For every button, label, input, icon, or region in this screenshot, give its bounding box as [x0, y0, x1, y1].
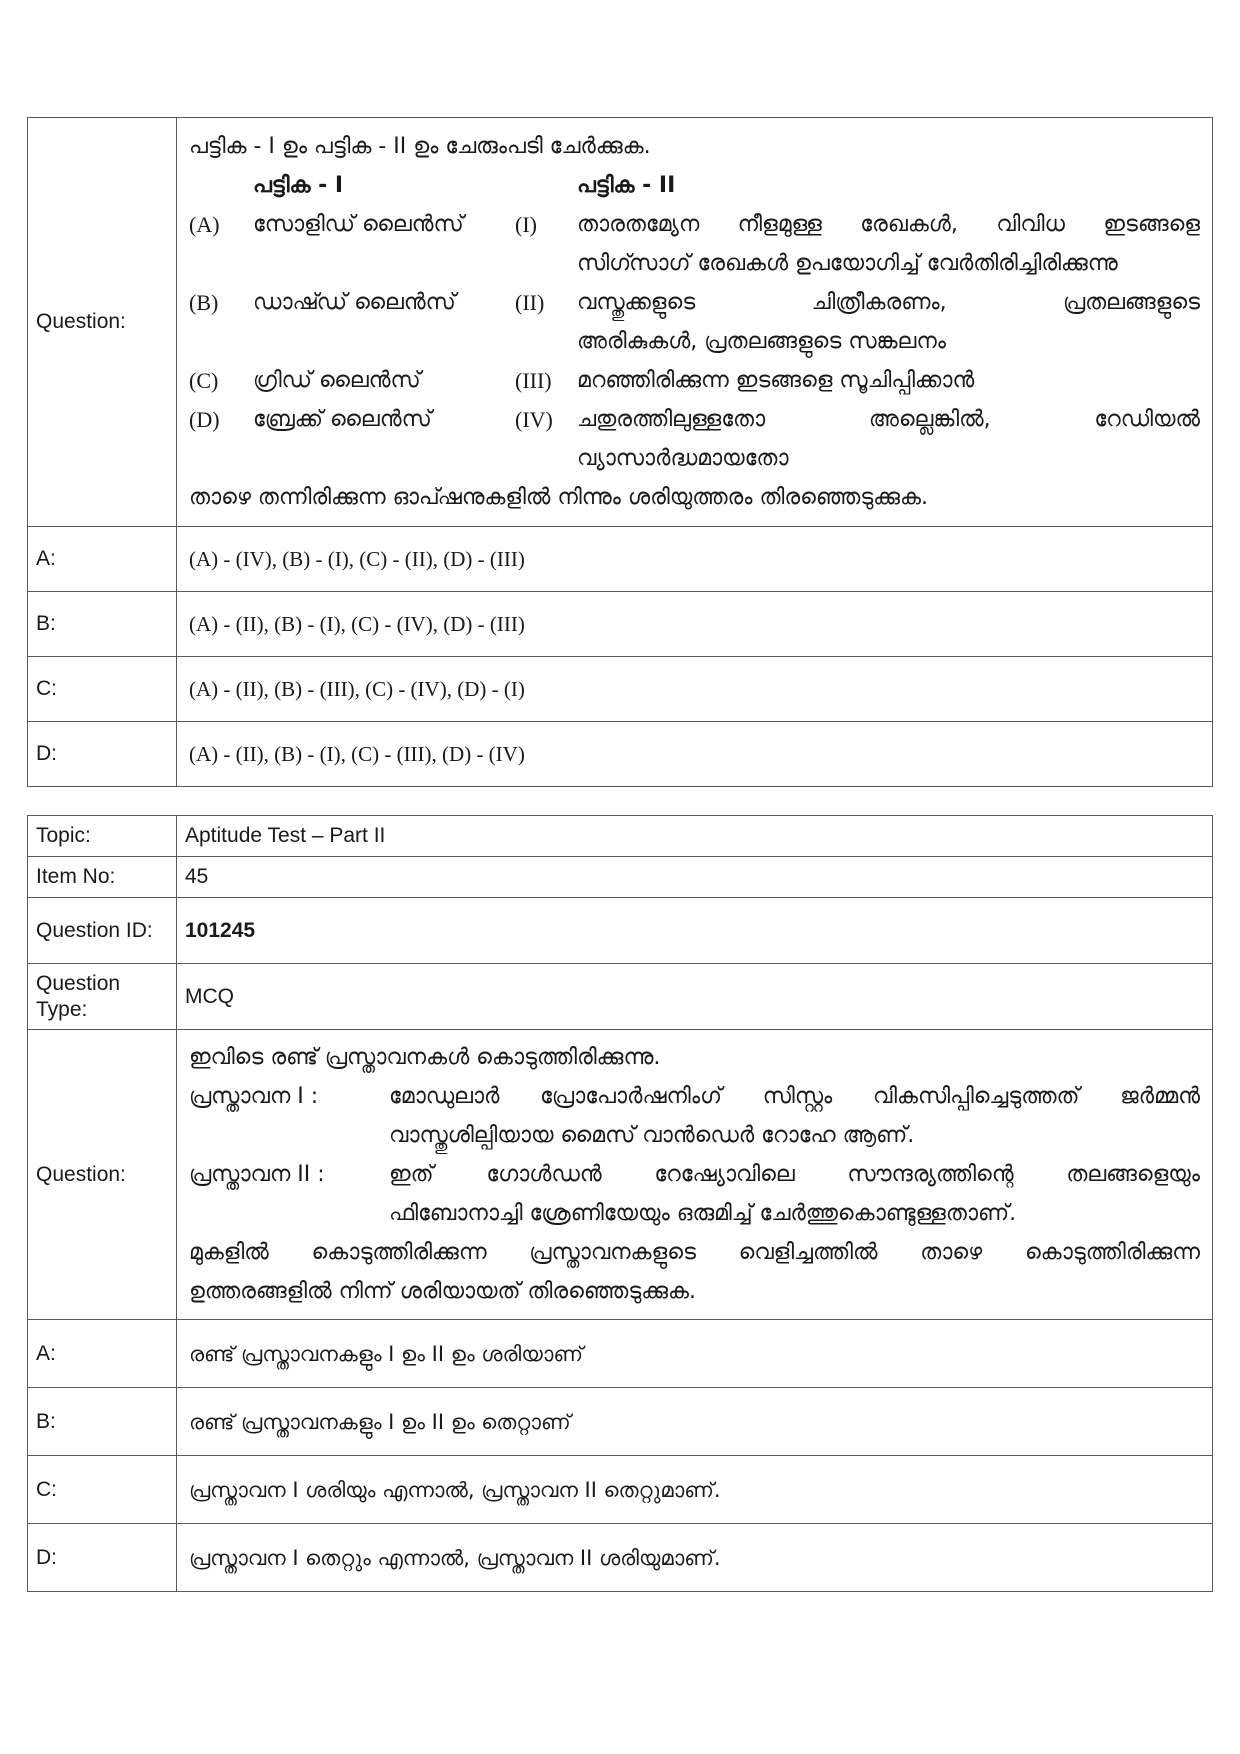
meta-value-question-type: MCQ	[177, 964, 1213, 1030]
option-text[interactable]: രണ്ട് പ്രസ്താവനകളും I ഉം II ഉം തെറ്റാണ്	[177, 1388, 1213, 1456]
question-intro: ഇവിടെ രണ്ട് പ്രസ്താവനകൾ കൊടുത്തിരിക്കുന്നു.	[189, 1045, 661, 1070]
question-row	[28, 1030, 1213, 1320]
list2-key: (III)	[515, 368, 552, 393]
list1-header: പട്ടിക - I	[253, 173, 344, 198]
list1-key: (D)	[189, 407, 220, 432]
meta-row-topic	[28, 816, 1213, 857]
list2-item: മറഞ്ഞിരിക്കുന്ന ഇടങ്ങളെ സൂചിപ്പിക്കാൻ	[577, 368, 975, 393]
meta-label: Question ID:	[28, 898, 177, 964]
meta-value-question-id: 101245	[177, 898, 1213, 964]
list1-item: സോളിഡ് ലൈൻസ്	[253, 212, 464, 237]
option-label: A:	[28, 1320, 177, 1388]
list2-key: (IV)	[515, 407, 553, 432]
list1-item: ഗ്രിഡ് ലൈൻസ്	[253, 368, 421, 393]
question-row	[28, 118, 1213, 527]
list1-key: (B)	[189, 290, 219, 315]
meta-row-item-no	[28, 857, 1213, 898]
option-label: A:	[28, 527, 177, 592]
statement-1-line: വാസ്തുശില്പിയായ മൈസ് വാൻഡെർ റോഹേ ആണ്.	[389, 1123, 915, 1148]
option-row[interactable]	[28, 592, 1213, 657]
meta-value-topic: Aptitude Test – Part II	[177, 816, 1213, 857]
question-label: Question:	[28, 1030, 177, 1320]
option-label: C:	[28, 1456, 177, 1524]
option-row[interactable]	[28, 1456, 1213, 1524]
option-label: D:	[28, 722, 177, 787]
question-table-2	[27, 815, 1213, 1592]
option-row[interactable]	[28, 1524, 1213, 1592]
list2-item-cont: അരികുകൾ, പ്രതലങ്ങളുടെ സങ്കലനം	[577, 329, 946, 354]
statement-1-label: പ്രസ്താവന I :	[189, 1084, 319, 1109]
question-closing: മുകളിൽ കൊടുത്തിരിക്കുന്ന പ്രസ്താവനകളുടെ വെളിച്ചത്തിൽ താഴെ കൊടുത്തിരിക്കുന്ന	[189, 1240, 1200, 1265]
option-row[interactable]	[28, 657, 1213, 722]
option-label: B:	[28, 1388, 177, 1456]
option-row[interactable]	[28, 1388, 1213, 1456]
meta-value-item-no: 45	[177, 857, 1213, 898]
option-label: C:	[28, 657, 177, 722]
option-label: D:	[28, 1524, 177, 1592]
list2-item-cont: സിഗ്സാഗ് രേഖകൾ ഉപയോഗിച്ച് വേർതിരിച്ചിരിക്കുന്നു	[577, 251, 1118, 276]
match-grid	[189, 166, 1200, 478]
option-text[interactable]: പ്രസ്താവന I ശരിയും എന്നാൽ, പ്രസ്താവന II തെറ്റുമാണ്.	[177, 1456, 1213, 1524]
option-text[interactable]: (A) - (II), (B) - (I), (C) - (IV), (D) - (III)	[177, 592, 1213, 657]
option-text[interactable]: (A) - (IV), (B) - (I), (C) - (II), (D) - (III)	[177, 527, 1213, 592]
question-body	[177, 118, 1213, 527]
option-text[interactable]: പ്രസ്താവന I തെറ്റും എന്നാൽ, പ്രസ്താവന II ശരിയുമാണ്.	[177, 1524, 1213, 1592]
statement-1	[189, 1077, 1200, 1155]
list1-key: (C)	[189, 368, 219, 393]
question-closing: താഴെ തന്നിരിക്കുന്ന ഓപ്ഷനുകളിൽ നിന്നും ശരിയുത്തരം തിരഞ്ഞെടുക്കുക.	[189, 485, 929, 510]
list2-key: (I)	[515, 212, 537, 237]
option-text[interactable]: (A) - (II), (B) - (I), (C) - (III), (D) - (IV)	[177, 722, 1213, 787]
statement-2-line: ഇത് ഗോൾഡൻ റേഷ്യോവിലെ സൗന്ദര്യത്തിന്റെ തലങ്ങളെയും	[389, 1162, 1200, 1187]
option-row[interactable]	[28, 1320, 1213, 1388]
meta-label: Topic:	[28, 816, 177, 857]
list2-item: താരതമ്യേന നീളമുള്ള രേഖകൾ, വിവിധ ഇടങ്ങളെ	[577, 212, 1200, 237]
list2-item: ചതുരത്തിലുള്ളതോ അല്ലെങ്കിൽ, റേഡിയൽ	[577, 407, 1200, 432]
statement-2-line: ഫിബോനാച്ചി ശ്രേണിയേയും ഒരുമിച്ച് ചേർത്തുകൊണ്ടുള്ളതാണ്.	[389, 1201, 1017, 1226]
list2-item-cont: വ്യാസാർദ്ധമായതോ	[577, 446, 789, 471]
question-closing: ഉത്തരങ്ങളിൽ നിന്ന് ശരിയായത് തിരഞ്ഞെടുക്കുക.	[189, 1279, 697, 1304]
meta-label: Question Type:	[28, 964, 177, 1030]
statement-2	[189, 1155, 1200, 1233]
meta-row-question-id	[28, 898, 1213, 964]
list2-item: വസ്തുക്കളുടെ ചിത്രീകരണം, പ്രതലങ്ങളുടെ	[577, 290, 1200, 315]
question-table-1	[27, 117, 1213, 787]
list2-key: (II)	[515, 290, 545, 315]
list1-item: ബ്രേക്ക് ലൈൻസ്	[253, 407, 432, 432]
meta-label: Item No:	[28, 857, 177, 898]
option-row[interactable]	[28, 527, 1213, 592]
option-label: B:	[28, 592, 177, 657]
list1-key: (A)	[189, 212, 220, 237]
option-text[interactable]: രണ്ട് പ്രസ്താവനകളും I ഉം II ഉം ശരിയാണ്	[177, 1320, 1213, 1388]
list1-item: ഡാഷ്ഡ് ലൈൻസ്	[253, 290, 456, 315]
list2-header: പട്ടിക - II	[577, 173, 676, 198]
option-row[interactable]	[28, 722, 1213, 787]
option-text[interactable]: (A) - (II), (B) - (III), (C) - (IV), (D) - (I)	[177, 657, 1213, 722]
statement-2-label: പ്രസ്താവന II :	[189, 1162, 325, 1187]
statement-1-line: മോഡുലാർ പ്രോപോർഷനിംഗ് സിസ്റ്റം വികസിപ്പിച്ചെടുത്തത് ജർമ്മൻ	[389, 1084, 1200, 1109]
question-intro: പട്ടിക - I ഉം പട്ടിക - II ഉം ചേരുംപടി ചേർക്കുക.	[189, 134, 651, 159]
question-body	[177, 1030, 1213, 1320]
question-label: Question:	[28, 118, 177, 527]
meta-row-question-type	[28, 964, 1213, 1030]
